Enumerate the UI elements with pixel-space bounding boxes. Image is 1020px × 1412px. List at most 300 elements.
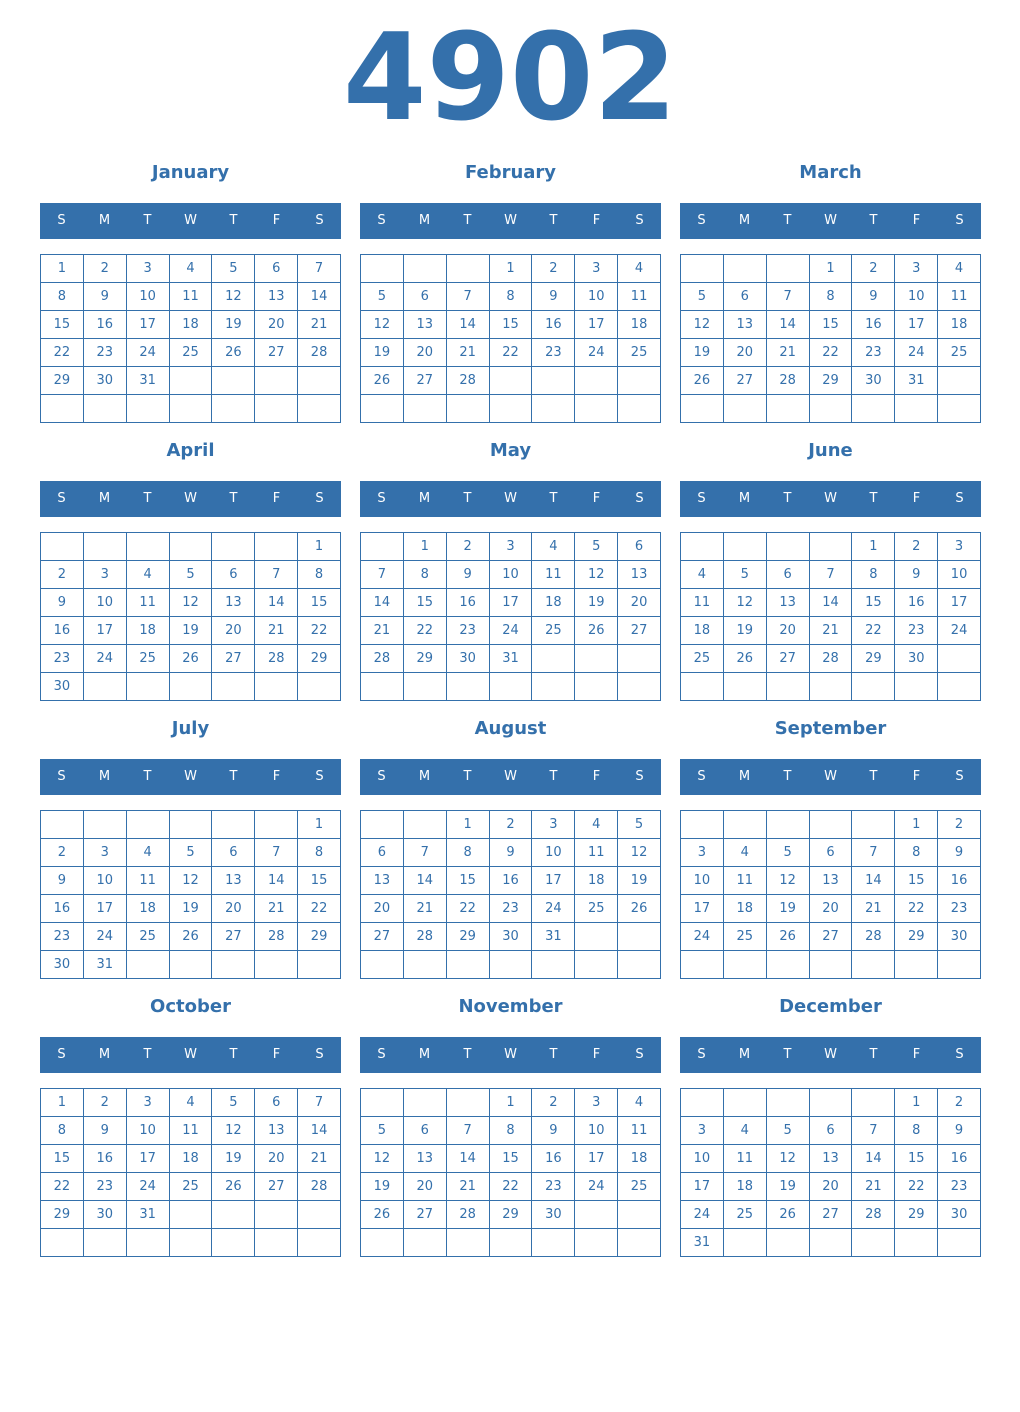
weekday-label: T [229, 1047, 238, 1062]
day-cell: 24 [490, 617, 533, 645]
weekday-header [680, 1037, 981, 1073]
day-cell: 13 [767, 589, 810, 617]
day-cell: 9 [938, 839, 981, 867]
day-cell: 1 [41, 255, 84, 283]
day-cell: 17 [490, 589, 533, 617]
weekday-label: S [955, 1047, 964, 1062]
day-cell: 6 [255, 255, 298, 283]
month-name: June [808, 440, 853, 461]
day-cell [681, 255, 724, 283]
month-name: October [150, 996, 231, 1017]
weekday-label: M [738, 491, 751, 506]
day-cell: 29 [895, 1201, 938, 1229]
day-cell: 3 [575, 255, 618, 283]
day-cell: 14 [255, 589, 298, 617]
day-cell: 17 [127, 311, 170, 339]
day-cell: 21 [852, 1173, 895, 1201]
day-cell: 5 [575, 533, 618, 561]
day-cell [852, 811, 895, 839]
day-cell [575, 951, 618, 979]
month-august [360, 712, 661, 982]
day-cell: 11 [532, 561, 575, 589]
day-cell [575, 1229, 618, 1257]
day-cell: 8 [852, 561, 895, 589]
day-cell: 10 [84, 867, 127, 895]
day-cell: 20 [618, 589, 661, 617]
day-cell: 15 [810, 311, 853, 339]
weekday-label: F [272, 769, 281, 784]
day-cell: 26 [170, 645, 213, 673]
day-cell: 15 [895, 1145, 938, 1173]
day-cell: 16 [895, 589, 938, 617]
day-cell [84, 395, 127, 423]
day-cell [361, 255, 404, 283]
day-cell: 3 [681, 1117, 724, 1145]
day-cell [404, 255, 447, 283]
day-cell: 3 [681, 839, 724, 867]
weekday-label: W [824, 769, 837, 784]
day-cell: 12 [618, 839, 661, 867]
weekday-label: T [143, 769, 152, 784]
day-cell: 8 [404, 561, 447, 589]
day-cell: 2 [532, 255, 575, 283]
day-cell [255, 811, 298, 839]
day-cell: 10 [490, 561, 533, 589]
day-cell: 3 [938, 533, 981, 561]
day-cell: 12 [681, 311, 724, 339]
day-cell [895, 951, 938, 979]
day-cell [127, 673, 170, 701]
day-cell: 17 [575, 1145, 618, 1173]
day-cell: 30 [938, 923, 981, 951]
day-cell [170, 1201, 213, 1229]
day-cell: 1 [490, 255, 533, 283]
day-cell: 7 [767, 283, 810, 311]
day-cell: 19 [575, 589, 618, 617]
day-cell: 3 [895, 255, 938, 283]
day-cell: 28 [255, 645, 298, 673]
day-cell: 30 [84, 1201, 127, 1229]
day-cell: 24 [681, 923, 724, 951]
day-cell: 30 [84, 367, 127, 395]
day-cell: 15 [41, 311, 84, 339]
month-may [360, 434, 661, 704]
month-april [40, 434, 341, 704]
month-october [40, 990, 341, 1260]
day-cell: 4 [724, 1117, 767, 1145]
day-cell [767, 811, 810, 839]
day-cell [532, 367, 575, 395]
day-cell [255, 367, 298, 395]
day-cell: 1 [895, 811, 938, 839]
day-cell: 8 [490, 283, 533, 311]
day-cell: 31 [127, 367, 170, 395]
day-cell [490, 395, 533, 423]
day-grid [680, 1088, 981, 1257]
weekday-label: S [697, 491, 706, 506]
weekday-label: M [418, 213, 431, 228]
day-cell: 5 [724, 561, 767, 589]
weekday-label: M [418, 1047, 431, 1062]
weekday-label: W [184, 1047, 197, 1062]
weekday-label: T [143, 1047, 152, 1062]
day-cell [84, 673, 127, 701]
day-cell [895, 395, 938, 423]
day-cell: 8 [447, 839, 490, 867]
day-cell [767, 951, 810, 979]
day-cell: 23 [532, 339, 575, 367]
day-cell: 23 [41, 645, 84, 673]
day-cell: 21 [447, 1173, 490, 1201]
day-grid [360, 1088, 661, 1257]
day-cell: 9 [490, 839, 533, 867]
day-cell: 14 [298, 283, 341, 311]
day-cell: 31 [532, 923, 575, 951]
weekday-label: S [635, 769, 644, 784]
day-cell: 24 [127, 339, 170, 367]
day-cell: 18 [724, 1173, 767, 1201]
day-cell: 7 [447, 283, 490, 311]
day-cell: 7 [404, 839, 447, 867]
day-cell: 4 [127, 839, 170, 867]
weekday-label: S [697, 769, 706, 784]
weekday-label: S [57, 769, 66, 784]
weekday-label: S [377, 491, 386, 506]
day-cell: 13 [255, 283, 298, 311]
day-cell: 30 [41, 951, 84, 979]
month-name: August [474, 718, 547, 739]
weekday-label: T [143, 491, 152, 506]
weekday-label: T [463, 213, 472, 228]
day-cell: 16 [447, 589, 490, 617]
day-cell: 27 [618, 617, 661, 645]
day-cell: 4 [618, 1089, 661, 1117]
day-cell: 10 [127, 1117, 170, 1145]
day-cell: 6 [361, 839, 404, 867]
weekday-label: T [869, 491, 878, 506]
day-cell [852, 1229, 895, 1257]
day-cell: 28 [852, 1201, 895, 1229]
day-cell [938, 1229, 981, 1257]
day-cell: 6 [212, 839, 255, 867]
day-cell [490, 951, 533, 979]
day-cell [170, 673, 213, 701]
day-cell: 30 [532, 1201, 575, 1229]
day-cell: 9 [895, 561, 938, 589]
day-cell: 10 [84, 589, 127, 617]
day-cell: 11 [575, 839, 618, 867]
day-cell: 7 [298, 1089, 341, 1117]
month-name: April [166, 440, 215, 461]
day-cell [447, 395, 490, 423]
day-cell: 14 [852, 1145, 895, 1173]
day-cell: 31 [681, 1229, 724, 1257]
weekday-label: T [549, 491, 558, 506]
weekday-label: F [912, 1047, 921, 1062]
day-cell: 20 [212, 617, 255, 645]
day-cell [212, 811, 255, 839]
weekday-label: W [504, 213, 517, 228]
day-cell: 25 [724, 1201, 767, 1229]
day-cell: 8 [895, 839, 938, 867]
day-cell [810, 533, 853, 561]
day-cell [618, 923, 661, 951]
day-cell: 1 [41, 1089, 84, 1117]
day-cell: 21 [298, 311, 341, 339]
day-cell: 11 [618, 283, 661, 311]
day-cell: 12 [767, 867, 810, 895]
weekday-label: T [463, 769, 472, 784]
day-cell: 15 [490, 311, 533, 339]
day-cell: 5 [767, 839, 810, 867]
day-cell [895, 1229, 938, 1257]
day-cell: 6 [724, 283, 767, 311]
month-september [680, 712, 981, 982]
day-cell: 4 [938, 255, 981, 283]
weekday-label: M [98, 491, 111, 506]
day-cell: 6 [618, 533, 661, 561]
day-cell: 28 [767, 367, 810, 395]
day-cell: 12 [212, 283, 255, 311]
day-cell: 18 [938, 311, 981, 339]
day-cell [810, 1089, 853, 1117]
weekday-label: F [592, 491, 601, 506]
day-cell [212, 951, 255, 979]
day-cell: 22 [490, 339, 533, 367]
day-cell [575, 367, 618, 395]
day-cell: 28 [810, 645, 853, 673]
weekday-label: S [955, 213, 964, 228]
day-cell: 21 [298, 1145, 341, 1173]
day-cell: 6 [810, 1117, 853, 1145]
weekday-label: S [315, 491, 324, 506]
day-cell [852, 951, 895, 979]
day-cell [575, 645, 618, 673]
weekday-label: W [824, 213, 837, 228]
weekday-label: M [738, 1047, 751, 1062]
day-cell: 24 [532, 895, 575, 923]
day-cell: 17 [127, 1145, 170, 1173]
day-cell: 24 [681, 1201, 724, 1229]
day-cell: 24 [84, 923, 127, 951]
day-cell [938, 673, 981, 701]
day-cell: 12 [212, 1117, 255, 1145]
day-cell [810, 1229, 853, 1257]
day-cell: 18 [724, 895, 767, 923]
day-cell [618, 673, 661, 701]
day-cell: 17 [575, 311, 618, 339]
day-cell: 25 [127, 923, 170, 951]
day-cell: 24 [575, 1173, 618, 1201]
weekday-label: F [272, 213, 281, 228]
day-cell: 10 [575, 283, 618, 311]
day-cell: 27 [255, 1173, 298, 1201]
weekday-label: M [98, 769, 111, 784]
day-cell: 4 [532, 533, 575, 561]
weekday-header [360, 759, 661, 795]
day-cell: 10 [681, 1145, 724, 1173]
day-cell [212, 1229, 255, 1257]
month-name: January [151, 162, 230, 183]
day-cell: 23 [895, 617, 938, 645]
day-cell: 1 [852, 533, 895, 561]
day-cell: 15 [404, 589, 447, 617]
day-cell [447, 951, 490, 979]
day-cell: 29 [447, 923, 490, 951]
day-cell [361, 951, 404, 979]
year-title: 4902 [343, 9, 677, 148]
day-cell: 27 [404, 367, 447, 395]
day-cell: 21 [767, 339, 810, 367]
day-cell: 7 [255, 561, 298, 589]
day-cell: 27 [404, 1201, 447, 1229]
day-cell: 9 [532, 283, 575, 311]
weekday-label: W [184, 213, 197, 228]
weekday-header [680, 759, 981, 795]
day-cell [532, 395, 575, 423]
day-cell: 19 [681, 339, 724, 367]
day-cell: 6 [767, 561, 810, 589]
day-cell [618, 395, 661, 423]
day-cell: 5 [170, 839, 213, 867]
day-cell: 22 [490, 1173, 533, 1201]
day-cell: 18 [170, 311, 213, 339]
day-cell [447, 673, 490, 701]
day-cell: 23 [84, 1173, 127, 1201]
day-cell [255, 533, 298, 561]
day-grid [40, 1088, 341, 1257]
day-cell [575, 1201, 618, 1229]
day-cell: 9 [532, 1117, 575, 1145]
day-cell: 18 [575, 867, 618, 895]
day-cell [852, 1089, 895, 1117]
day-cell: 13 [618, 561, 661, 589]
day-cell [724, 1229, 767, 1257]
weekday-label: T [869, 213, 878, 228]
day-cell: 23 [84, 339, 127, 367]
day-cell [767, 395, 810, 423]
day-cell [490, 1229, 533, 1257]
weekday-label: M [98, 213, 111, 228]
day-cell: 14 [255, 867, 298, 895]
day-cell [767, 1229, 810, 1257]
weekday-label: S [955, 769, 964, 784]
day-cell: 9 [852, 283, 895, 311]
day-cell: 16 [938, 1145, 981, 1173]
day-cell [938, 367, 981, 395]
day-cell [681, 673, 724, 701]
day-cell: 25 [170, 339, 213, 367]
day-cell [681, 951, 724, 979]
day-grid [40, 254, 341, 423]
day-cell: 16 [532, 311, 575, 339]
day-cell: 12 [767, 1145, 810, 1173]
day-grid [360, 254, 661, 423]
day-cell: 13 [810, 867, 853, 895]
month-name: November [458, 996, 563, 1017]
day-cell: 22 [41, 1173, 84, 1201]
day-cell: 12 [575, 561, 618, 589]
month-name: March [799, 162, 862, 183]
day-cell [447, 255, 490, 283]
day-cell: 30 [447, 645, 490, 673]
day-cell: 7 [361, 561, 404, 589]
weekday-header [40, 481, 341, 517]
month-february [360, 156, 661, 426]
day-cell: 9 [447, 561, 490, 589]
day-cell [170, 395, 213, 423]
day-cell: 10 [681, 867, 724, 895]
day-cell: 23 [532, 1173, 575, 1201]
day-cell [681, 533, 724, 561]
day-cell [298, 367, 341, 395]
day-cell: 6 [255, 1089, 298, 1117]
day-cell: 30 [490, 923, 533, 951]
day-cell: 4 [170, 255, 213, 283]
day-cell: 3 [84, 561, 127, 589]
weekday-label: W [504, 1047, 517, 1062]
weekday-label: F [912, 769, 921, 784]
weekday-header [40, 1037, 341, 1073]
day-cell: 8 [298, 561, 341, 589]
day-cell: 13 [212, 867, 255, 895]
day-grid [360, 532, 661, 701]
day-cell [127, 395, 170, 423]
day-cell: 27 [810, 1201, 853, 1229]
weekday-header [40, 203, 341, 239]
day-cell: 20 [255, 311, 298, 339]
day-cell [41, 1229, 84, 1257]
day-cell: 20 [404, 1173, 447, 1201]
day-cell [618, 1229, 661, 1257]
day-cell: 5 [681, 283, 724, 311]
day-cell [361, 1089, 404, 1117]
day-cell: 28 [298, 1173, 341, 1201]
day-cell: 9 [41, 589, 84, 617]
day-cell: 11 [618, 1117, 661, 1145]
day-cell: 29 [895, 923, 938, 951]
day-cell: 30 [852, 367, 895, 395]
day-cell: 25 [938, 339, 981, 367]
day-cell: 1 [298, 811, 341, 839]
day-cell: 8 [298, 839, 341, 867]
day-cell [724, 395, 767, 423]
weekday-label: T [549, 1047, 558, 1062]
day-cell [532, 1229, 575, 1257]
day-cell: 10 [575, 1117, 618, 1145]
weekday-label: S [315, 769, 324, 784]
day-cell [361, 395, 404, 423]
day-cell: 15 [852, 589, 895, 617]
day-cell: 17 [84, 895, 127, 923]
day-cell: 18 [170, 1145, 213, 1173]
day-cell: 26 [767, 1201, 810, 1229]
day-cell: 18 [127, 617, 170, 645]
day-cell [618, 951, 661, 979]
day-cell: 3 [575, 1089, 618, 1117]
day-cell: 13 [404, 1145, 447, 1173]
day-cell [255, 673, 298, 701]
day-cell [170, 367, 213, 395]
day-cell: 27 [810, 923, 853, 951]
weekday-label: S [315, 213, 324, 228]
weekday-label: F [592, 1047, 601, 1062]
day-cell: 14 [767, 311, 810, 339]
day-cell: 14 [298, 1117, 341, 1145]
day-cell [618, 367, 661, 395]
day-cell [490, 673, 533, 701]
day-cell: 2 [938, 1089, 981, 1117]
